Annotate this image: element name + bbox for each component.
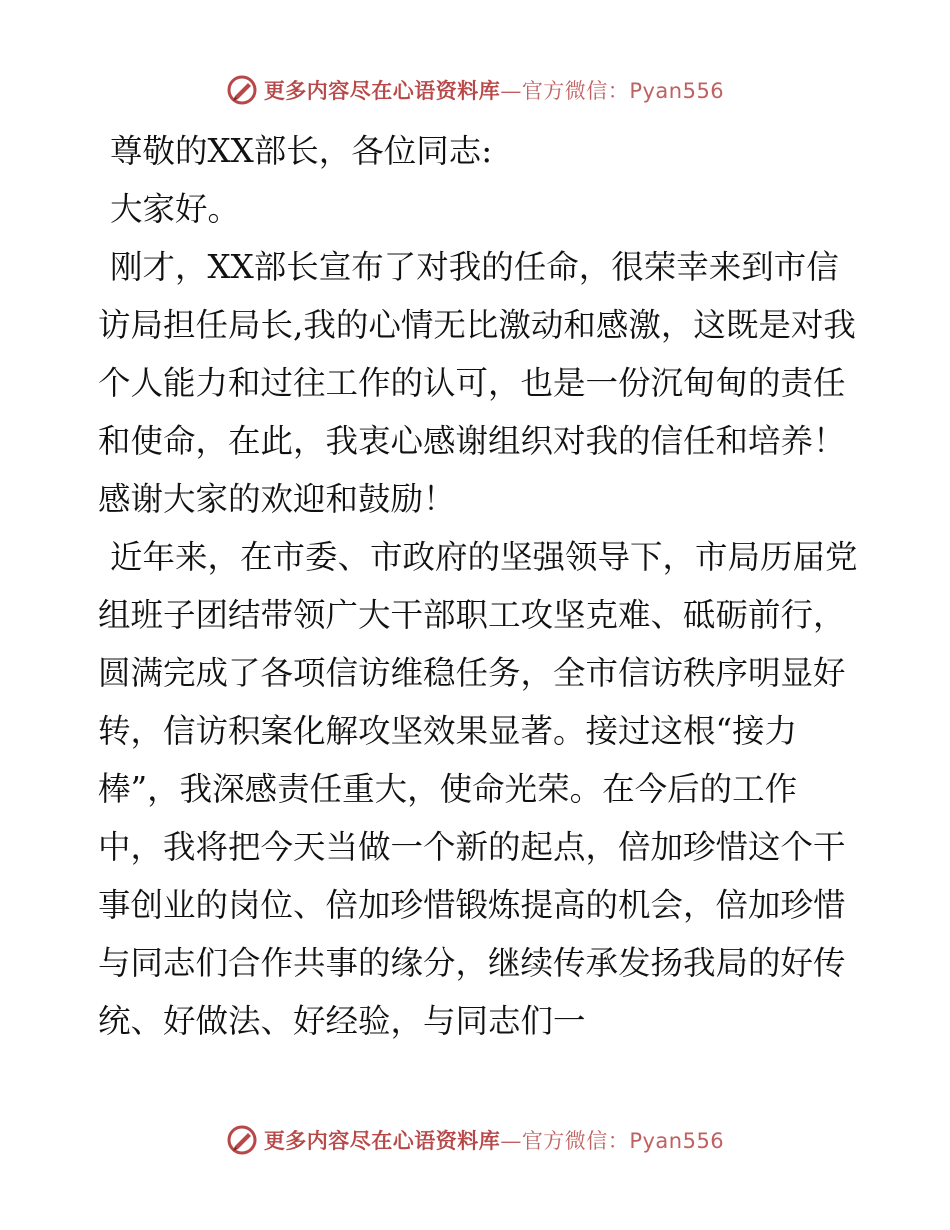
pen-logo-icon [226,1124,258,1156]
banner-dash: — [500,79,522,103]
banner-main-text: 更多内容尽在心语资料库 [263,1128,501,1153]
banner-official-label: 官方微信： [521,79,630,103]
pen-logo-icon [226,74,258,106]
banner-main-text: 更多内容尽在心语资料库 [263,78,501,103]
banner-wechat-id: Pyan556 [629,1129,725,1153]
banner-dash: — [500,1129,522,1153]
banner-text [264,75,724,105]
banner-text [264,1125,724,1155]
greeting: 大家好。 [110,190,241,228]
banner-wechat-id: Pyan556 [629,79,725,103]
paragraph-1: 刚才，XX部长宣布了对我的任命，很荣幸来到市信访局担任局长,我的心情无比激动和感激，这既是对我个人能力和过往工作的认可，也是一份沉甸甸的责任和使命，在此，我衷心感谢组织对我的信任和培养！感谢大家的欢迎和鼓励！ [98,248,856,518]
letter-body [98,122,858,1050]
header-banner [0,70,950,110]
banner-official-label: 官方微信： [521,1129,630,1153]
salutation: 尊敬的XX部长，各位同志: [110,132,493,170]
paragraph-2: 近年来，在市委、市政府的坚强领导下，市局历届党组班子团结带领广大干部职工攻坚克难、砥砺前行，圆满完成了各项信访维稳任务，全市信访秩序明显好转，信访积案化解攻坚效果显著。接过这根“接力棒”，我深感责任重大，使命光荣。在今后的工作中，我将把今天当做一个新的起点，倍加珍惜这个干事创业的岗位、倍加珍惜锻炼提高的机会，倍加珍惜与同志们合作共事的缘分，继续传承发扬我局的好传统、好做法、好经验，与同志们一 [98,538,858,1040]
footer-banner [0,1120,950,1160]
